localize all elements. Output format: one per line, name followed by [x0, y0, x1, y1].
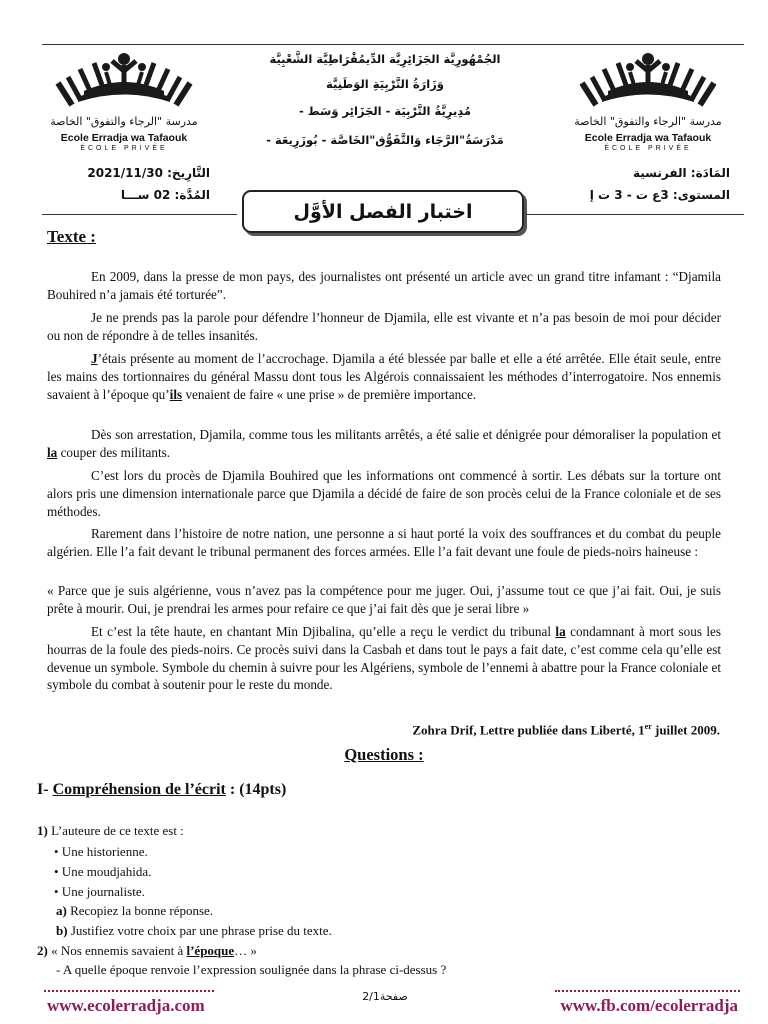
header-republic: الجُمْهُورِيَّة الجَزَائِرِيَّة الدِّيمُقْرَاطِيَّة الشَّعْبِيَّة	[269, 52, 501, 66]
option-journalist: • Une journaliste.	[54, 884, 145, 899]
section-comprehension: I- Compréhension de l’écrit : (14pts)	[37, 781, 287, 798]
paragraph-4: Dès son arrestation, Djamila, comme tous les militants arrêtés, a été salie et dénigrée pour démoraliser la population et la couper des militants.	[47, 427, 721, 460]
footer-website-link[interactable]: www.ecolerradja.com	[47, 996, 205, 1015]
marked-pronoun-la-2: la	[555, 624, 566, 639]
logo-latin-name: Ecole Erradja wa Tafaouk	[60, 132, 188, 144]
footer-dots-left	[44, 990, 214, 992]
exam-title: اختبار الفصل الأوَّل	[293, 200, 473, 223]
footer-facebook-link[interactable]: www.fb.com/ecolerradja	[560, 996, 738, 1015]
header-rule-right	[526, 214, 744, 215]
question-1a: a) Recopiez la bonne réponse.	[56, 903, 214, 918]
paragraph-6: Rarement dans l’histoire de notre nation, une personne a si haut porté la voix des souffrances et du combat du peuple algérien. Elle l’a fait devant le tribunal permanent des forces armées. Elle l’a fait devant une foule de pieds-noirs haineuse :	[47, 526, 721, 559]
header-top-rule	[42, 44, 744, 45]
question-2: 2) « Nos ennemis savaient à l’époque… »	[37, 943, 257, 958]
logo-school-type: ÉCOLE PRIVÉE	[80, 145, 168, 152]
marked-pronoun-j: J	[91, 351, 98, 366]
paragraph-8: Et c’est la tête haute, en chantant Min Djibalina, qu’elle a reçu le verdict du tribunal la condamnant à mort sous les hourras de la foule des pieds-noirs. Ce procès suivi dans la Casbah et dans tout le pays a fait date, c’est comme cela qu’elle est devenue un symbole. Symbole du chemin à suivre pour les Algériens, symbole de l’ennemi à abattre pour la France coloniale et symbole du combat à soutenir pour le reste du monde.	[47, 624, 722, 693]
header-rule-left	[42, 214, 237, 215]
marked-pronoun-ils: ils	[169, 386, 183, 402]
exam-duration: المُدَّة: 02 ســـا	[120, 188, 210, 202]
school-logo-left	[44, 47, 204, 165]
paragraph-2: Je ne prends pas la parole pour défendre l’honneur de Djamila, elle est vivante et n’a pas besoin de moi pour décider ou non de répondre à de telles insanités.	[47, 310, 721, 343]
school-logo-right	[568, 47, 728, 165]
paragraph-5: C’est lors du procès de Djamila Bouhired que les informations ont commencé à sortir. Les débats sur la torture ont alors pris une dimension internationale parce que Djamila a décidé de faire de son procès celui de la France coloniale et de ses méthodes.	[47, 468, 721, 519]
question-2-sub: - A quelle époque renvoie l’expression soulignée dans la phrase ci-dessus ?	[56, 962, 447, 977]
question-1b: b) Justifiez votre choix par une phrase prise du texte.	[56, 923, 332, 938]
logo-latin-name: Ecole Erradja wa Tafaouk	[584, 132, 712, 144]
questions-heading: Questions :	[344, 745, 424, 764]
logo-arabic-name: مدرسة "الرجاء والتفوق" الخاصة	[50, 115, 198, 128]
option-moudjahida: • Une moudjahida.	[54, 864, 152, 879]
paragraph-1: En 2009, dans la presse de mon pays, des journalistes ont présenté un article avec un grand titre infamant : “Djamila Bouhired n’a jamais été torturée”.	[47, 269, 721, 302]
header-school: مَدْرَسَةُ"الرَّجَاء وَالتَّفَوُّق"الخَاصَّة - بُوزَرِيعَة -	[266, 133, 504, 147]
text-source: Zohra Drif, Lettre publiée dans Liberté, 1er juillet 2009.	[412, 722, 720, 738]
school-emblem-icon	[44, 47, 204, 117]
question-1: 1) L’auteure de ce texte est :	[37, 823, 184, 838]
header-directorate: مُدِيرِيَّةُ التَّرْبِيَة - الجَزَائِر وَسَط -	[298, 104, 472, 118]
footer-dots-right	[555, 990, 740, 992]
option-historian: • Une historienne.	[54, 844, 148, 859]
school-emblem-icon	[568, 47, 728, 117]
page-number: صفحة2/1	[362, 990, 408, 1003]
logo-arabic-name: مدرسة "الرجاء والتفوق" الخاصة	[574, 115, 722, 128]
exam-date: التَّارِيخ: 2021/11/30	[87, 166, 210, 180]
exam-title-box	[242, 190, 524, 233]
paragraph-quote: « Parce que je suis algérienne, vous n’avez pas la compétence pour me juger. Oui, j’assume tout ce que j’ai fait. Oui, je suis prête à mourir. Oui, je prendrai les armes pour refaire ce que j’ai fait dès que je serai libre »	[47, 583, 721, 616]
paragraph-3: J’étais présente au moment de l’accrochage. Djamila a été blessée par balle et elle a été arrêtée. Elle était seule, entre les mains des tortionnaires du général Massu dont tous les Algérois connaissaient les méthodes d’interrogatoire. Nos ennemis savaient à l’époque qu’ils venaient de faire « une prise » de première importance.	[47, 351, 721, 402]
exam-level: المستوى: 3ع ت - 3 ت إ	[589, 188, 730, 202]
header-ministry: وَزَارَةُ التَّرْبِيَةِ الوَطَنِيَّة	[326, 77, 444, 91]
text-heading: Texte :	[47, 227, 96, 246]
logo-school-type: ÉCOLE PRIVÉE	[604, 145, 692, 152]
exam-subject: المَادَة: الفرنسية	[632, 166, 730, 180]
marked-pronoun-la: la	[47, 444, 58, 460]
